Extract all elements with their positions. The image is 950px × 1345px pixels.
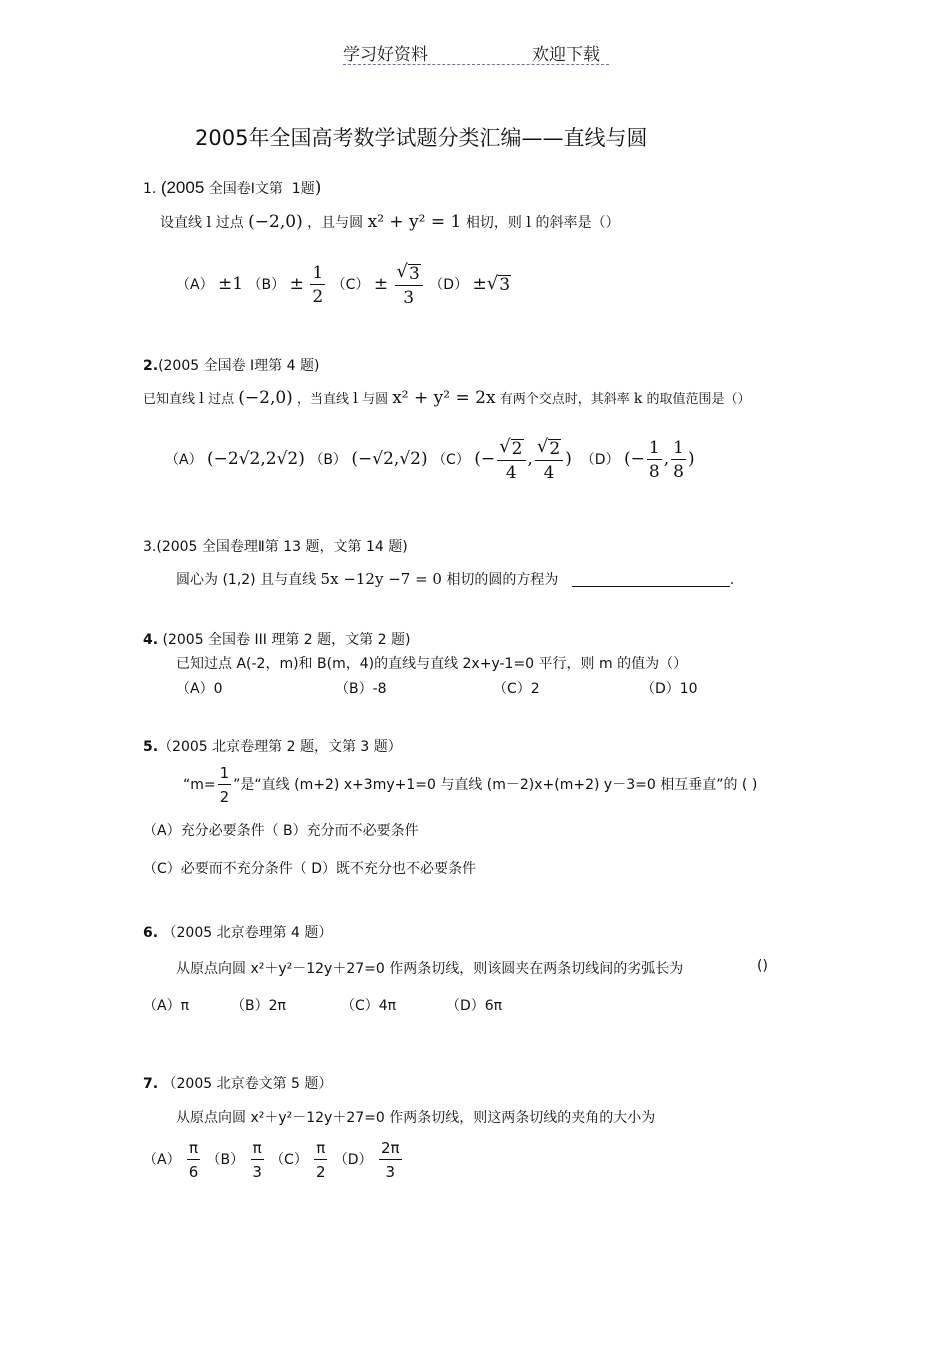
option-c-close: ) — [565, 449, 572, 469]
circle-equation: x² + y² = 2x — [392, 388, 496, 408]
option-a: ±1 — [218, 274, 244, 294]
line-symbol: l — [199, 389, 204, 407]
denominator: 3 — [403, 288, 415, 308]
numerator: 1 — [673, 438, 684, 458]
question-6-option-d: （D）6π — [446, 998, 503, 1014]
option-d-fraction-2 — [671, 438, 686, 482]
numerator: 2 — [511, 439, 523, 459]
stem-text: 相切的圆的方程为 — [446, 572, 559, 588]
line-symbol: l — [353, 389, 358, 407]
question-7-options — [143, 1138, 404, 1182]
numerator: π — [251, 1138, 264, 1160]
stem-end: . — [729, 572, 735, 588]
page-title: 2005年全国高考数学试题分类汇编——直线与圆 — [195, 126, 648, 150]
denominator: 8 — [673, 462, 684, 482]
question-2-options — [165, 437, 695, 483]
question-6-answer-paren: () — [757, 958, 768, 974]
question-4-stem: 已知过点 A(-2，m)和 B(m，4)的直线与直线 2x+y-1=0 平行，则 m 的值为（） — [176, 656, 688, 672]
option-b-fraction — [251, 1138, 264, 1182]
question-6-stem: 从原点向圆 x²＋y²－12y＋27=0 作两条切线，则该圆夹在两条切线间的劣弧长为 — [176, 961, 684, 977]
option-a-label: （A） — [143, 1152, 181, 1168]
option-c-fraction-2 — [535, 437, 563, 483]
numerator: 2π — [379, 1138, 402, 1160]
question-source: 全国卷Ⅰ文第 — [208, 181, 283, 197]
option-d-sign: ± — [472, 274, 487, 294]
option-d-label: （D） — [429, 277, 469, 293]
stem-text: 的取值范围是（） — [646, 392, 751, 407]
question-4-heading — [143, 629, 410, 649]
point-expression: (−2,0) — [238, 388, 293, 408]
radical-icon: √ — [396, 261, 409, 282]
question-number: 6. — [143, 925, 159, 941]
question-source-2: 1题 — [291, 181, 315, 197]
question-source: (2005 全国卷理Ⅱ第 13 题，文第 14 题) — [156, 539, 408, 555]
circle-equation: x² + y² = 1 — [367, 212, 462, 232]
option-a-label: （A） — [176, 277, 214, 293]
stem-text: ”是“直线 (m+2) x+3my+1=0 与直线 (m－2)x+(m+2) y－3=0 相互垂直”的 ( ) — [233, 777, 758, 793]
option-d-open: (− — [624, 449, 645, 469]
line-symbol: l — [206, 213, 212, 231]
stem-text: 过点 — [215, 215, 244, 231]
question-number: 5. — [143, 739, 159, 755]
question-number: 1. — [143, 181, 157, 197]
option-c-fraction — [395, 262, 423, 308]
question-2-heading — [143, 355, 319, 375]
option-b-sign: ± — [289, 274, 304, 294]
denominator: 8 — [648, 462, 660, 482]
option-a-label: （A） — [165, 452, 203, 468]
header-divider — [343, 64, 609, 65]
question-5-stem — [183, 763, 757, 807]
stem-text: 有两个交点时，其斜率 — [499, 392, 630, 407]
option-c-label: （C） — [432, 452, 470, 468]
denominator: 3 — [252, 1163, 262, 1181]
point-expression: (−2,0) — [248, 212, 303, 232]
numerator: 3 — [409, 264, 420, 284]
header-left: 学习好资料 — [343, 45, 428, 65]
question-source-close: ) — [314, 178, 322, 198]
question-6-option-c: （C）4π — [341, 998, 397, 1014]
question-source: （2005 北京卷理第 4 题） — [162, 925, 333, 941]
radical-icon: √ — [536, 436, 549, 457]
question-source-year: (2005 — [160, 178, 205, 197]
denominator: 6 — [188, 1163, 199, 1181]
option-b: (−√2,√2) — [351, 449, 428, 469]
option-c-sign: ± — [373, 274, 389, 294]
question-source: (2005 全国卷 III 理第 2 题，文第 2 题) — [162, 632, 411, 648]
option-c-label: （C） — [331, 277, 370, 293]
option-b-fraction — [310, 263, 325, 307]
question-4-option-c: （C）2 — [493, 681, 540, 697]
question-7-heading — [143, 1073, 332, 1093]
stem-text: ，当直线 — [296, 392, 349, 407]
option-d-radicand: 3 — [499, 275, 511, 295]
question-4-option-a: （A）0 — [176, 681, 223, 697]
stem-text: 圆心为 (1,2) 且与直线 — [176, 572, 317, 588]
numerator: 1 — [648, 438, 660, 458]
question-3-heading — [143, 536, 408, 556]
option-b-label: （B） — [206, 1152, 245, 1168]
denominator: 2 — [316, 1163, 326, 1181]
option-a-fraction — [187, 1138, 200, 1182]
option-c-label: （C） — [270, 1152, 308, 1168]
stem-text: 与圆 — [362, 392, 389, 407]
header-right: 欢迎下载 — [532, 45, 600, 65]
option-d-label: （D） — [333, 1152, 373, 1168]
option-c-open: (− — [474, 449, 496, 469]
option-b-label: （B） — [247, 277, 286, 293]
numerator: 1 — [218, 763, 232, 785]
option-d-close: ) — [687, 449, 695, 469]
numerator: 2 — [549, 439, 561, 459]
stem-text: 的斜率是（） — [535, 215, 620, 231]
question-number: 7. — [143, 1076, 159, 1092]
question-2-stem — [143, 388, 750, 408]
question-number: 2. — [143, 358, 159, 374]
question-source: (2005 全国卷 Ⅰ理第 4 题) — [158, 358, 320, 374]
question-1-stem — [160, 212, 620, 232]
denominator: 2 — [312, 287, 324, 307]
option-a: (−2√2,2√2) — [207, 449, 305, 469]
option-c-fraction — [314, 1138, 327, 1182]
option-d-label: （D） — [580, 452, 620, 468]
option-b-label: （B） — [309, 452, 347, 468]
question-number: 4. — [143, 632, 159, 648]
option-c-fraction-1 — [497, 437, 525, 483]
question-5-options-ab: （A）充分必要条件（ B）充分而不必要条件 — [143, 823, 419, 839]
question-source: （2005 北京卷理第 2 题，文第 3 题） — [158, 739, 402, 755]
question-source: （2005 北京卷文第 5 题） — [162, 1076, 333, 1092]
stem-text: ，且与圆 — [307, 215, 364, 231]
question-3-stem — [176, 569, 734, 589]
answer-blank[interactable] — [572, 586, 730, 587]
radical-icon: √ — [486, 273, 499, 294]
stem-text: 设直线 — [160, 215, 202, 231]
question-4-option-d: （D）10 — [641, 681, 698, 697]
numerator: π — [314, 1138, 327, 1160]
question-1-options — [176, 262, 511, 308]
stem-text: “m= — [183, 777, 216, 793]
option-d-fraction-1 — [647, 438, 662, 482]
denominator: 4 — [505, 463, 517, 483]
line-symbol: l — [526, 213, 532, 231]
question-4-option-b: （B）-8 — [335, 681, 387, 697]
question-5-options-cd: （C）必要而不充分条件（ D）既不充分也不必要条件 — [143, 861, 477, 877]
question-1-heading — [143, 178, 321, 198]
option-d-comma: , — [663, 449, 670, 469]
line-equation: 5x −12y −7 = 0 — [320, 570, 442, 588]
option-c-comma: , — [527, 449, 533, 469]
slope-symbol: k — [633, 391, 643, 407]
option-d-fraction — [379, 1138, 402, 1182]
stem-text: 相切，则 — [465, 215, 522, 231]
denominator: 3 — [385, 1163, 396, 1181]
m-fraction — [218, 763, 232, 807]
denominator: 4 — [543, 463, 555, 483]
question-6-heading — [143, 922, 332, 942]
question-7-stem: 从原点向圆 x²＋y²－12y＋27=0 作两条切线，则这两条切线的夹角的大小为 — [176, 1110, 656, 1126]
radical-icon: √ — [499, 436, 511, 457]
numerator: π — [187, 1138, 200, 1160]
stem-text: 已知直线 — [143, 392, 196, 407]
denominator: 2 — [219, 788, 230, 806]
question-5-heading — [143, 736, 402, 756]
question-6-option-a: （A）π — [143, 998, 190, 1014]
numerator: 1 — [312, 263, 324, 283]
question-number: 3. — [143, 539, 157, 555]
question-6-option-b: （B）2π — [231, 998, 286, 1014]
stem-text: 过点 — [208, 392, 235, 407]
